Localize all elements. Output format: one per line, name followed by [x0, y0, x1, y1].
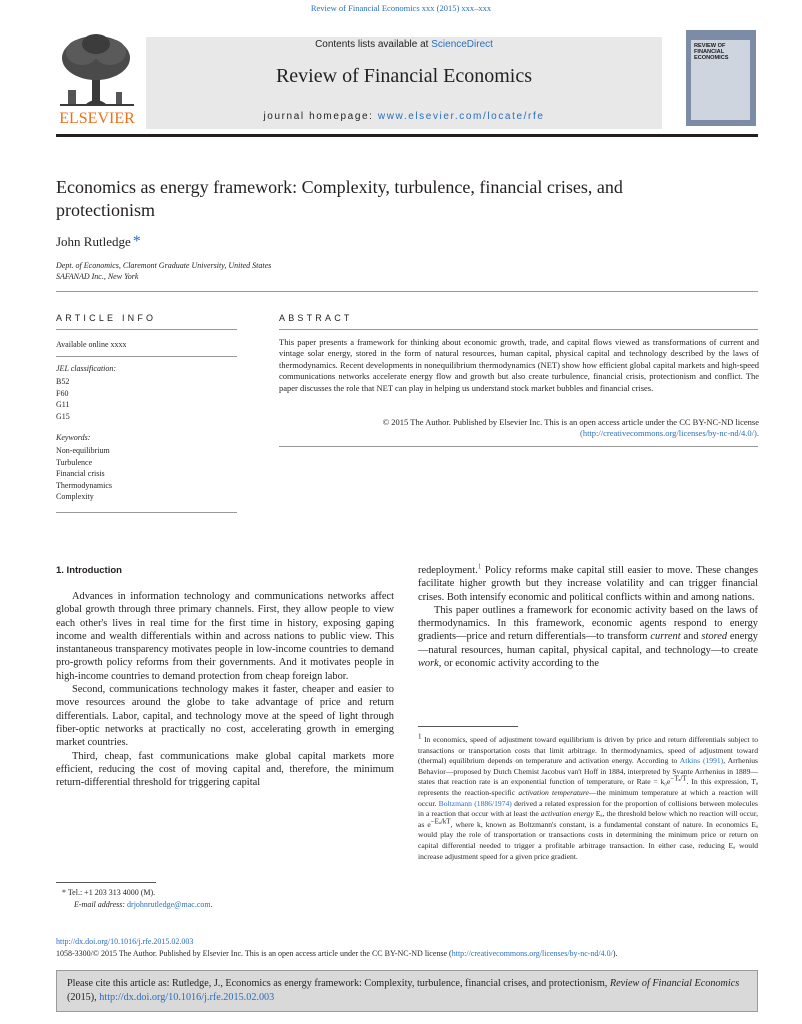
author-telephone: * Tel.: +1 203 313 4000 (M).: [62, 888, 156, 897]
author-name: John Rutledge: [56, 234, 131, 249]
elsevier-tree-logo-icon: [56, 30, 138, 128]
cc-license-link[interactable]: http://creativecommons.org/licenses/by-nc-nd/4.0/: [451, 949, 613, 958]
affiliation-1: Dept. of Economics, Claremont Graduate University, United States: [56, 261, 272, 270]
author-footnote-mark[interactable]: *: [132, 233, 141, 250]
author-email: [74, 900, 213, 909]
license-line-1: © 2015 The Author. Published by Elsevier Inc. This is an open access article under the CC BY-NC-ND license: [382, 417, 759, 427]
emphasis: stored: [701, 631, 728, 643]
article-info-rule-3: [56, 512, 237, 513]
exponent: −Tₐ/T: [670, 774, 687, 783]
text-run: Please cite this article as: Rutledge, J., Economics as energy framework: Complexity, turbulence, financial crises, and protectionism,: [67, 978, 610, 989]
citation-box: [56, 970, 758, 1012]
footnote-1: [418, 732, 759, 862]
section-heading-introduction: 1. Introduction: [56, 565, 122, 576]
article-info-heading: ARTICLE INFO: [56, 313, 157, 323]
jel-list: [56, 376, 70, 422]
exponent: −Eₐ/kT: [430, 817, 451, 826]
article-title: Economics as energy framework: Complexity, turbulence, financial crises, and protectionism: [56, 177, 623, 220]
abstract-heading: ABSTRACT: [279, 313, 353, 323]
footnote-rule: [418, 726, 518, 727]
journal-homepage: [146, 111, 662, 122]
text-run: This paper outlines a framework for economic activity based on the laws of thermodynamics. In this framework, economic agents respond to energy gradients—price and return differentials—to transform: [418, 604, 758, 643]
journal-cover-thumbnail-icon[interactable]: [686, 30, 756, 126]
doi-link[interactable]: http://dx.doi.org/10.1016/j.rfe.2015.02.003: [56, 937, 194, 946]
text-run: Policy reforms make capital still easier to move. These changes facilitate higher growth but they increase volatility and can trigger financial crises. Both intensify economic and political conflicts within and among nations.: [418, 565, 758, 603]
homepage-prefix: journal homepage:: [263, 111, 378, 122]
elsevier-wordmark: ELSEVIER: [59, 110, 135, 127]
keyword: Complexity: [56, 492, 94, 501]
abstract-text: This paper presents a framework for thinking about economic growth, trade, and capital flows viewed as transformations of current and vintage solar energy, stored in the form of natural resources, human capital, physical capital and technology described by the laws of thermodynamics. Recent developments in nonequilibrium thermodynamics (NET) show how efficient global capital markets and high-speed communications networks accelerate energy flow and growth but also create turbulence, financial crisis, protectionism and conflict. The paper discusses the role that NET can play in helping us understand stock market bubbles and financial crises.: [279, 337, 759, 393]
text-run: In economics, speed of adjustment toward equilibrium is driven by price and return differentials subject to transactions or transportation costs that limit arbitrage. In thermodynamics, speed of adjustment toward (thermal) equilibrium depends on temperature and activation energy. According to: [418, 735, 758, 766]
text-run: 1058-3300/© 2015 The Author. Published by Elsevier Inc. This is an open access article under the CC BY-NC-ND license (: [56, 949, 452, 958]
paragraph: [418, 564, 758, 604]
running-head[interactable]: Review of Financial Economics xxx (2015) xxx–xxx: [310, 3, 492, 13]
text-run: Eₐ, the threshold below which no reaction will occur, as e: [418, 809, 758, 829]
footnote-ref-1[interactable]: 1: [477, 562, 482, 571]
text-run: derived a related expression for the proportion of collisions between molecules in a reaction that occur with at least the: [418, 798, 759, 819]
keyword: Financial crisis: [56, 469, 105, 478]
contents-prefix: Contents lists available at: [315, 39, 432, 50]
ref-atkins[interactable]: Atkins (1991): [679, 756, 724, 766]
license-link[interactable]: (http://creativecommons.org/licenses/by-nc-nd/4.0/).: [579, 428, 759, 439]
cover-inner: [691, 40, 750, 120]
paragraph: [418, 604, 758, 670]
article-info-rule-2: [56, 356, 237, 357]
jel-code: F60: [56, 388, 69, 398]
homepage-link[interactable]: www.elsevier.com/locate/rfe: [377, 111, 545, 122]
jel-label: JEL classification:: [56, 364, 117, 373]
abstract-rule: [279, 329, 758, 330]
copyright-line: [56, 949, 618, 958]
text-run: , Arrhenius Behavior—proposed by Dutch Chemist Jacobus van't Hoff in 1884, interpreted by Svante Arrhenius in 1889—states that reaction rate is an exponential function of temperature, or Rate = k₀e: [418, 756, 758, 787]
citation-journal: Review of Financial Economics: [609, 978, 740, 989]
emphasis: work: [418, 658, 439, 670]
affiliation-2: SAFANAD Inc., New York: [56, 272, 139, 281]
article-info-rule: [56, 329, 237, 330]
emphasis: current: [650, 631, 681, 643]
abstract-license: [279, 417, 759, 440]
footnote-rule-left: [56, 882, 156, 883]
paragraph: Second, communications technology makes it faster, cheaper and easier to move resources around the globe to take advantage of price and return differentials. Labor, capital, and technology move at the speed of light through fiber-optic networks at practically no cost, accelerating growth in emerging market countries.: [56, 684, 394, 749]
jel-code: G11: [56, 400, 70, 409]
citation-doi-link[interactable]: http://dx.doi.org/10.1016/j.rfe.2015.02.003: [99, 991, 275, 1003]
elsevier-logo[interactable]: [56, 30, 138, 128]
author-line: [56, 233, 141, 251]
body-column-left: [56, 590, 394, 789]
email-link[interactable]: drjohnrutledge@mac.com: [127, 900, 211, 909]
text-run: —the minimum temperature at which a reaction will occur.: [418, 787, 758, 808]
available-online: Available online xxxx: [56, 340, 127, 349]
text-run: redeployment.: [418, 565, 478, 576]
journal-banner: [146, 37, 662, 129]
keyword: Turbulence: [56, 457, 93, 467]
jel-code: B52: [56, 377, 70, 386]
paragraph: Third, cheap, fast communications make global capital markets more efficient, reducing the cost of moving capital and, therefore, the minimum return-differential threshold for triggering capital: [56, 750, 394, 789]
footnote-mark: 1: [418, 732, 422, 741]
keyword: Thermodynamics: [56, 480, 112, 490]
journal-title[interactable]: Review of Financial Economics: [275, 65, 533, 87]
text-run: energy—natural resources, human capital, physical capital, and technology—to create: [418, 631, 758, 656]
emphasis: activation temperature: [518, 787, 589, 797]
keyword: Non-equilibrium: [56, 446, 110, 455]
text-run: . In this expression, Tₐ represents the reaction-specific: [418, 777, 758, 797]
contents-available: [146, 39, 662, 50]
abstract-rule-2: [279, 446, 758, 447]
text-run: (2015),: [67, 991, 100, 1003]
jel-code: G15: [56, 411, 70, 421]
cover-title: REVIEW OF FINANCIAL ECONOMICS: [694, 43, 729, 61]
text-run: ).: [612, 949, 618, 958]
banner-rule: [56, 134, 758, 137]
keywords-label: Keywords:: [56, 433, 91, 442]
body-column-right: [418, 564, 758, 670]
text-run: and: [680, 631, 702, 643]
citation-text: [67, 977, 747, 1004]
emphasis: activation energy: [540, 809, 594, 819]
email-label: E-mail address:: [74, 900, 128, 909]
text-run: , where k, known as Boltzmann's constant, is a fundamental constant of nature. In economics Eₐ would play the role of transportation or transactions costs in determining the minimum price or return on capital differential needed to trigger a profitable arbitrage transaction. In either case, reducing Eₐ would increase adjustment speed for a given price gradient.: [418, 819, 758, 861]
sciencedirect-link[interactable]: ScienceDirect: [431, 39, 493, 50]
paragraph: Advances in information technology and communications networks affect global growth through three primary channels. First, they allow people to view each other's lives in real time for the first time in history, exposing gaping income and wealth differentials within and across nations to public view. This instantaneous transparency motivates people in low-income countries to demand pro-growth policy reforms from their governments. And it motivates people in high-income countries to demand protection from cheap foreign labor.: [56, 591, 394, 682]
ref-boltzmann[interactable]: Boltzmann (1886/1974): [438, 798, 512, 808]
keywords-list: [56, 445, 112, 503]
title-rule: [56, 291, 758, 292]
text-run: , or economic activity according to the: [438, 658, 599, 670]
text-run: .: [210, 900, 213, 909]
